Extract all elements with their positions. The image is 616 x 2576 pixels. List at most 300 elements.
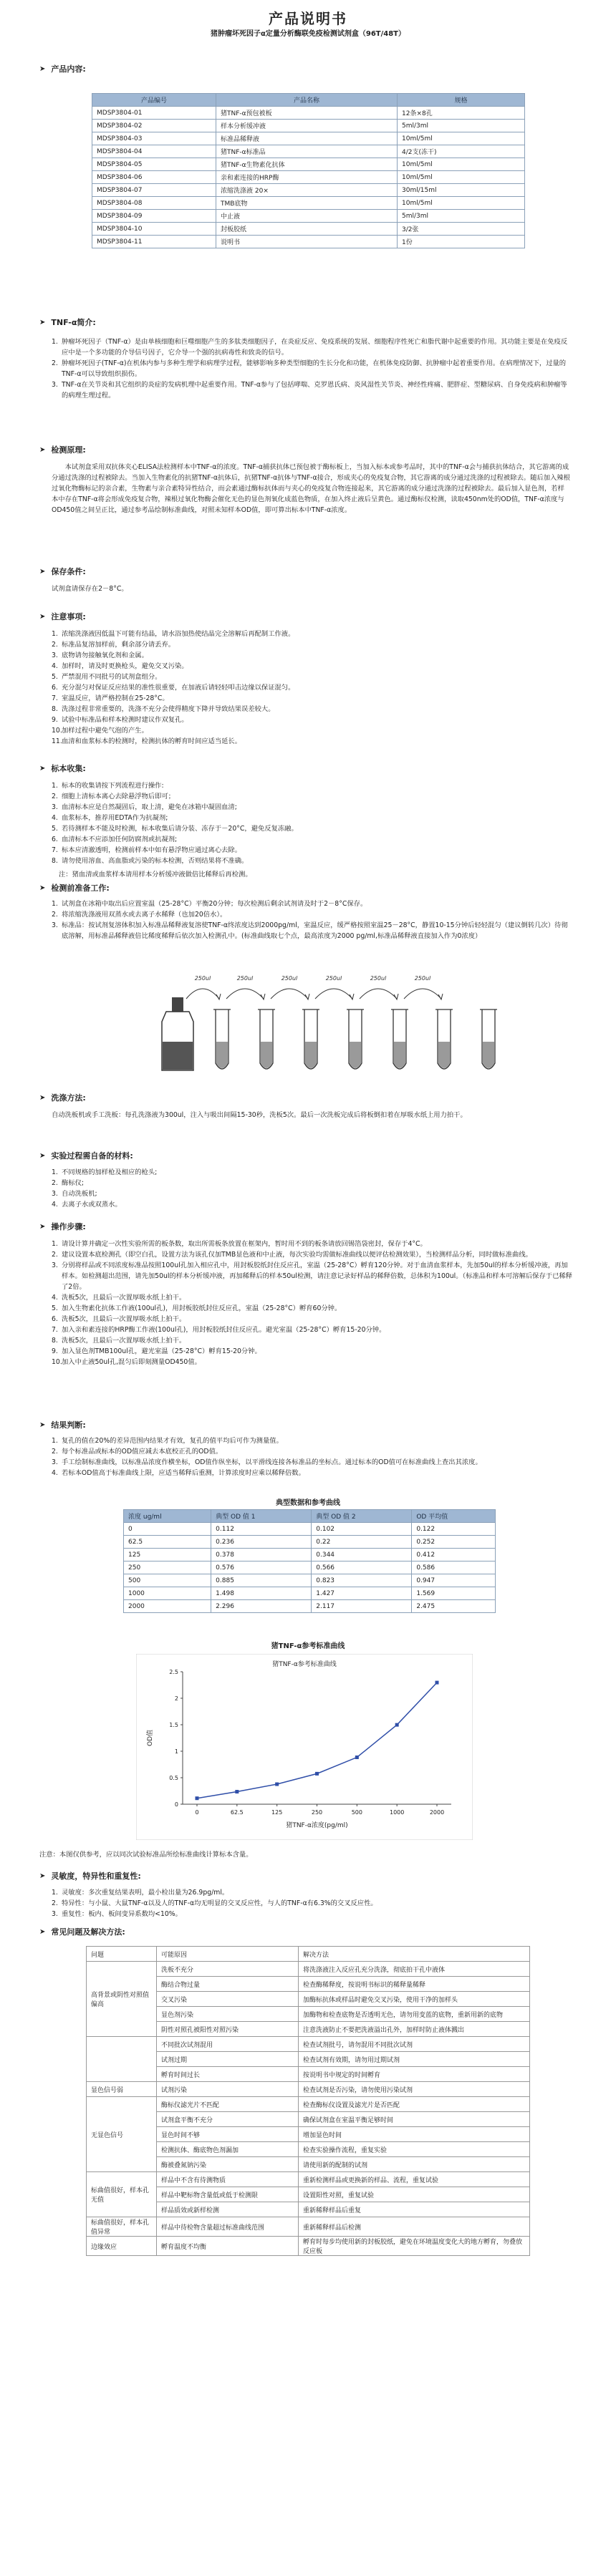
table-cell: 2.296 (211, 1600, 312, 1613)
typical-data-title: 典型数据和参考曲线 (276, 1499, 340, 1507)
list-number: 5. (52, 673, 58, 681)
document-subtitle: 猪肿瘤坏死因子α定量分析酶联免疫检测试剂盒（96T/48T） (211, 30, 405, 38)
list-item (52, 856, 573, 866)
list-text: 充分混匀对保证反应结果的准性很重要，在加液后请轻轻叩击边缘以保证混匀。 (62, 684, 295, 692)
list-item (52, 1468, 573, 1478)
x-tick-label: 125 (271, 1809, 283, 1816)
table-header: OD 平均值 (412, 1510, 496, 1523)
section-heading-results (39, 1419, 86, 1430)
table-cell: 250 (124, 1561, 211, 1574)
list-item (52, 1178, 573, 1188)
dilution-tube (391, 1009, 408, 1069)
problem-cell (87, 2037, 157, 2082)
section-heading-sensitivity (39, 1870, 141, 1882)
table-header: 可能原因 (157, 1947, 299, 1962)
table-cell: 0.344 (312, 1549, 412, 1561)
table-cell: 2000 (124, 1600, 211, 1613)
solution-cell: 检查试剂是否污染，请勿使用污染试剂 (299, 2082, 530, 2097)
list-item (52, 1239, 573, 1249)
table-cell: 0.412 (412, 1549, 496, 1561)
list-number: 8. (52, 705, 58, 713)
list-text: 去离子水或双蒸水。 (62, 1201, 122, 1209)
solution-cell: 增加显色时间 (299, 2127, 530, 2142)
chart-title: 猪TNF-α参考标准曲线 (272, 1661, 337, 1668)
cause-cell: 样品中靶标物含量低或低于检测限 (157, 2187, 299, 2202)
y-tick-label: 0 (174, 1801, 178, 1808)
section-heading-intro (39, 316, 96, 328)
y-tick-label: 1.5 (169, 1722, 178, 1728)
cause-cell: 交叉污染 (157, 1992, 299, 2007)
table-cell: 封板胶纸 (216, 223, 398, 236)
section-title: 操作步骤: (51, 1222, 86, 1231)
sample-list (52, 780, 573, 866)
list-text: 标本应清澈透明，检测前样本中如有悬浮物应通过离心去除。 (62, 846, 242, 854)
x-tick-label: 62.5 (230, 1809, 244, 1816)
list-number: 1. (52, 630, 58, 638)
list-text: 加入生物素化抗体工作液(100ul孔)，用封板胶纸封住反应孔，室温（25-28°C）孵育60分钟。 (62, 1304, 342, 1312)
volume-label: 250ul (194, 975, 211, 982)
table-cell: 0.576 (211, 1561, 312, 1574)
list-number: 2. (52, 641, 58, 649)
list-item (52, 1292, 573, 1303)
list-number: 9. (52, 1347, 58, 1355)
list-text: 洗板5次，且最后一次置厚吸水纸上拍干。 (62, 1315, 186, 1323)
table-row (87, 2082, 530, 2097)
list-item (52, 1167, 573, 1178)
table-cell: MDSP3804-10 (92, 223, 216, 236)
list-text: 若待测样本不能及时检测，标本收集后请分装、冻存于－20°C，避免反复冻融。 (62, 825, 298, 833)
arrow-icon: ➤ (39, 567, 46, 576)
standard-curve-chart (136, 1654, 473, 1840)
table-cell: 猪TNF-α生物素化抗体 (216, 158, 398, 171)
volume-label: 250ul (325, 975, 342, 982)
table-cell: 浓缩洗涤液 20× (216, 184, 398, 197)
list-text: 严禁混用不同批号的试剂盒组分。 (62, 673, 162, 681)
section-heading-sample (39, 762, 86, 774)
list-text: 灵敏度：多次重复结果表明，最小检出量为26.9pg/ml。 (62, 1889, 229, 1897)
table-cell: 0.823 (312, 1574, 412, 1587)
list-text: 手工绘制标准曲线，以标准品浓度作横坐标，OD值作纵坐标，以平滑线连接各标准品的坐标点。通过标本的OD值可在标准曲线上查出其浓度。 (62, 1458, 482, 1466)
list-number: 9. (52, 716, 58, 724)
list-text: 洗板5次，且最后一次置厚吸水纸上拍干。 (62, 1337, 186, 1345)
table-header: 典型 OD 值 2 (312, 1510, 412, 1523)
table-cell: 4/2支(冻干) (398, 145, 525, 158)
list-text: 肿瘤坏死因子（TNF-α）是由单核细胞和巨噬细胞产生的多肽类细胞因子，在炎症反应、免疫系统的发展、细胞程序性死亡和脂代谢中起重要的作用。其功能主要是在免疫反应中是一个多功能的介导信号因子，它介导一个强的抗病毒性和致炎的信号。 (62, 338, 568, 357)
table-cell: 3/2张 (398, 223, 525, 236)
list-number: 4. (52, 814, 58, 822)
cause-cell: 孵育时间过长 (157, 2067, 299, 2082)
data-point (395, 1723, 399, 1727)
list-text: TNF-α在关节炎和其它组织的炎症的发病机理中起重要作用。TNF-α参与了包括哮喘、克罗恩氏病、炎风湿性关节炎、神经性疼痛、肥胖症、型糖尿病、自身免疫病和肿瘤等的病理生理过程。 (62, 381, 567, 400)
list-number: 2. (52, 793, 58, 800)
table-cell: 亲和素连接的HRP酶 (216, 171, 398, 184)
table-cell: 0.947 (412, 1574, 496, 1587)
list-number: 5. (52, 1304, 58, 1312)
list-number: 4. (52, 1294, 58, 1302)
list-number: 8. (52, 857, 58, 865)
problem-cell: 显色信号弱 (87, 2082, 157, 2097)
table-header: 产品编号 (92, 94, 216, 107)
cause-cell: 酶标仪滤光片不匹配 (157, 2097, 299, 2112)
arrow-icon: ➤ (39, 1222, 46, 1231)
list-item (52, 725, 573, 736)
table-cell: MDSP3804-11 (92, 236, 216, 248)
cause-cell: 试剂污染 (157, 2082, 299, 2097)
list-number: 2. (52, 1251, 58, 1259)
table-row (92, 120, 525, 132)
list-text: 细胞上清标本离心去除悬浮物后即可； (62, 793, 175, 800)
section-title: TNF-α简介: (51, 318, 96, 327)
list-text: 请设计算并确定一次性实验所需的板条数，取出所需板条放置在框架内，暂时用不到的板条请放回锡箔袋密封，保存于4°C。 (62, 1240, 427, 1248)
list-item (52, 1435, 573, 1446)
table-cell: 1.569 (412, 1587, 496, 1600)
list-text: 酶标仪; (62, 1179, 85, 1187)
solution-cell: 重新检测样品或更换新的样品、流程，重复试验 (299, 2172, 530, 2187)
list-text: 标准品复溶加样前，剩余部分请丢弃。 (62, 641, 175, 649)
table-cell: MDSP3804-08 (92, 197, 216, 210)
principle-text: 本试剂盒采用双抗体夹心ELISA法检测样本中TNF-α的浓度。TNF-α捕获抗体已预包被于酶标板上，当加入标本或参考品时，其中的TNF-α会与捕获抗体结合，其它游离的成分通过洗涤的过程被除去。当加入生物素化的抗猪TNF-α抗体后，抗猪TNF-α抗体与TNF-α接合，形成夹心的免疫复合物，其它游离的成分通过洗涤的过程被除去。随后加入辣根过氧化物酶标记的亲合素，生物素与亲合素特异性结合，而会素通过酶标抗体而与夹心的免疫复合物连接起来，其它游离的成分通过洗涤的过程被除去。最后加入显色剂，若样本中存在TNF-α将会形成免疫复合物，辣根过氧化物酶会催化无色的显色剂氧化成蓝色物质，在加入终止液后呈黄色。通过酶标仪检测，读取450nm处的OD值，TNF-α浓度与OD450值之间呈正比，通过参考品绘制标准曲线，对照未知样本OD值，即可算出标本中TNF-α浓度。 (52, 463, 570, 514)
transfer-arrow (271, 975, 309, 999)
table-cell: 0.252 (412, 1536, 496, 1549)
table-cell: 62.5 (124, 1536, 211, 1549)
table-cell: 125 (124, 1549, 211, 1561)
solution-cell: 检查试剂批号，请勿混用不同批次试剂 (299, 2037, 530, 2052)
table-row (92, 210, 525, 223)
y-tick-label: 2 (174, 1695, 178, 1702)
table-row (92, 197, 525, 210)
list-number: 2. (52, 1179, 58, 1187)
table-row (124, 1561, 496, 1574)
section-heading-principle (39, 444, 86, 455)
list-item (52, 379, 573, 401)
problem-cell: 标曲值很好，样本孔值异常 (87, 2217, 157, 2237)
list-number: 1. (52, 1437, 58, 1445)
table-cell: 30ml/15ml (398, 184, 525, 197)
cause-cell: 试剂盒平衡不充分 (157, 2112, 299, 2127)
list-text: 标本的收集请按下列流程进行操作: (62, 782, 164, 790)
solution-cell: 将洗涤液注入反应孔充分洗涤，彻底拍干孔中液体 (299, 1962, 530, 1977)
section-title: 标本收集: (51, 764, 86, 773)
y-tick-label: 1 (174, 1748, 178, 1755)
table-cell: 2.475 (412, 1600, 496, 1613)
list-text: 每个标准品或标本的OD值应减去本底校正孔的OD值。 (62, 1448, 223, 1456)
materials-list (52, 1167, 573, 1210)
dilution-tube (480, 1009, 497, 1069)
table-cell: MDSP3804-02 (92, 120, 216, 132)
chart-frame (136, 1654, 473, 1840)
list-text: 请勿使用溶血、高血脂或污染的标本检测，否则结果将不准确。 (62, 857, 249, 865)
transfer-arrow (404, 975, 443, 999)
data-point (235, 1790, 239, 1793)
table-cell: 中止液 (216, 210, 398, 223)
list-text: 自动洗板机; (62, 1190, 97, 1198)
list-number: 7. (52, 846, 58, 854)
cause-cell: 不同批次试剂混用 (157, 2037, 299, 2052)
section-title: 结果判断: (51, 1420, 86, 1430)
results-list (52, 1435, 573, 1478)
cause-cell: 样品中待检物含量超过标准曲线范围 (157, 2217, 299, 2237)
list-item (52, 802, 573, 813)
list-text: 试剂盒在冰箱中取出后应置室温（25-28°C）平衡20分钟；每次检测后剩余试剂请及时于2－8°C保存。 (62, 900, 367, 908)
x-tick-label: 500 (351, 1809, 362, 1816)
list-number: 2. (52, 1448, 58, 1456)
table-cell: 0.102 (312, 1523, 412, 1536)
volume-label: 250ul (236, 975, 254, 982)
table-row (87, 2172, 530, 2187)
list-number: 4. (52, 1469, 58, 1477)
list-number: 3. (52, 652, 58, 659)
list-text: 血清和血浆标本的检测时，检测抗体的孵育时间应适当延长。 (62, 737, 242, 745)
table-cell: 猪TNF-α标准品 (216, 145, 398, 158)
cause-cell: 阴性对照孔被阳性对照污染 (157, 2022, 299, 2037)
list-number: 7. (52, 694, 58, 702)
data-point (435, 1681, 439, 1685)
table-cell: 说明书 (216, 236, 398, 248)
table-cell: MDSP3804-05 (92, 158, 216, 171)
table-cell: 1份 (398, 236, 525, 248)
section-title: 注意事项: (51, 612, 86, 621)
list-text: 血浆标本，推荐用EDTA作为抗凝剂; (62, 814, 168, 822)
table-cell: MDSP3804-07 (92, 184, 216, 197)
volume-label: 250ul (281, 975, 298, 982)
table-cell: 5ml/3ml (398, 210, 525, 223)
solution-cell: 孵育时每步均使用新的封板胶纸，避免在环境温度变化大的地方孵育，勿叠放反应板 (299, 2237, 530, 2256)
table-cell: 12条×8孔 (398, 107, 525, 120)
list-text: 洗涤过程非常重要的，洗涤不充分会使得精度下降并导致结果误差较大。 (62, 705, 275, 713)
list-number: 3. (52, 1458, 58, 1466)
table-cell: 0 (124, 1523, 211, 1536)
list-item (52, 1346, 573, 1357)
table-row (124, 1600, 496, 1613)
washing-text: 自动洗板机或手工洗板：每孔洗涤液为300ul，注入与吸出间隔15-30秒，洗板5次。最后一次洗板完成后将板倒扣着在厚吸水纸上用力拍干。 (52, 1111, 467, 1119)
table-cell: 0.566 (312, 1561, 412, 1574)
list-number: 3. (52, 1190, 58, 1198)
table-row (92, 158, 525, 171)
table-cell: 5ml/3ml (398, 120, 525, 132)
table-cell: 0.885 (211, 1574, 312, 1587)
x-tick-label: 250 (311, 1809, 323, 1816)
list-number: 5. (52, 825, 58, 833)
list-number: 3. (52, 1262, 58, 1269)
table-cell: 0.236 (211, 1536, 312, 1549)
table-cell: MDSP3804-03 (92, 132, 216, 145)
document-title: 产品说明书 (269, 10, 347, 27)
list-text: 血清标本不应添加任何防腐剂或抗凝剂; (62, 836, 178, 843)
list-item (52, 736, 573, 747)
list-item (52, 1446, 573, 1457)
list-item (52, 672, 573, 682)
table-cell: 标准品稀释液 (216, 132, 398, 145)
solution-cell: 设置阳性对照，重复试验 (299, 2187, 530, 2202)
x-tick-label: 2000 (429, 1809, 445, 1816)
transfer-arrow (360, 975, 398, 999)
table-row (87, 2097, 530, 2112)
list-item (52, 1188, 573, 1199)
section-heading-preparation (39, 882, 110, 894)
list-item (52, 1457, 573, 1468)
table-cell: 10ml/5ml (398, 158, 525, 171)
list-text: 试验中标准品和样本检测时建议作双复孔。 (62, 716, 188, 724)
cause-cell: 显色剂污染 (157, 2007, 299, 2022)
cause-cell: 显色时间不够 (157, 2127, 299, 2142)
list-number: 2. (52, 911, 58, 919)
list-number: 10. (52, 1358, 62, 1366)
cause-cell: 酶被叠氮钠污染 (157, 2157, 299, 2172)
stock-bottle (162, 997, 193, 1070)
list-number: 3. (52, 381, 58, 389)
list-number: 10. (52, 727, 62, 735)
solution-cell: 加酶标抗体或样品时避免交叉污染，使用干净的加样头 (299, 1992, 530, 2007)
list-number: 1. (52, 1168, 58, 1176)
list-text: 肿瘤坏死因子(TNF-α)在机体内参与多种生理学和病理学过程，能够影响多种类型细胞的生长分化和功能，在机体免疫防御、抗肿瘤中起着重要作用。在病理情况下，过量的TNF-α可以导致组织损伤。 (62, 359, 567, 378)
table-cell: MDSP3804-06 (92, 171, 216, 184)
table-row (124, 1549, 496, 1561)
precautions-list (52, 629, 573, 747)
table-row (92, 184, 525, 197)
table-cell: MDSP3804-01 (92, 107, 216, 120)
list-text: 不同规格的加样枪及相应的枪头; (62, 1168, 158, 1176)
list-item (52, 1898, 573, 1909)
list-item (52, 834, 573, 845)
list-item (52, 1303, 573, 1314)
table-cell: 2.117 (312, 1600, 412, 1613)
arrow-icon: ➤ (39, 1151, 46, 1160)
sensitivity-list (52, 1887, 573, 1919)
list-number: 2. (52, 1899, 58, 1907)
table-cell: 样本分析缓冲液 (216, 120, 398, 132)
list-number: 7. (52, 1326, 58, 1334)
arrow-icon: ➤ (39, 612, 46, 621)
problem-cell: 无显色信号 (87, 2097, 157, 2172)
list-item (52, 899, 573, 909)
list-text: 加入显色剂TMB100ul孔，避光室温（25-28°C）孵育15-20分钟。 (62, 1347, 261, 1355)
list-text: 将浓缩洗涤液用双蒸水或去离子水稀释（也加20倍水）。 (62, 911, 227, 919)
table-cell: 1.427 (312, 1587, 412, 1600)
dilution-tube (258, 1009, 275, 1069)
problem-cell: 边缘效应 (87, 2237, 157, 2256)
list-text: 加入亲和素连接的HRP酶工作液(100ul孔)，用封板胶纸封住反应孔。避光室温（25-28°C）孵育15-20分钟。 (62, 1326, 386, 1334)
solution-cell: 请使用新的配制的试剂 (299, 2157, 530, 2172)
section-heading-washing (39, 1092, 86, 1103)
table-header: 产品名称 (216, 94, 398, 107)
list-number: 1. (52, 1889, 58, 1897)
list-item (52, 780, 573, 791)
list-item (52, 1357, 573, 1367)
solution-cell: 按说明书中规定的时间孵育 (299, 2067, 530, 2082)
arrow-icon: ➤ (39, 64, 46, 73)
table-cell: 0.22 (312, 1536, 412, 1549)
solution-cell: 检查酶标仪设置及滤光片是否匹配 (299, 2097, 530, 2112)
table-header: 典型 OD 值 1 (211, 1510, 312, 1523)
list-item (52, 845, 573, 856)
list-number: 4. (52, 1201, 58, 1209)
list-text: 特异性：与小鼠、大鼠TNF-α以及人的TNF-α均无明显的交叉反应性，与人的TNF-α有6.3%的交叉反应性。 (62, 1899, 377, 1907)
table-cell: 0.586 (412, 1561, 496, 1574)
data-point (275, 1783, 279, 1786)
list-number: 3. (52, 803, 58, 811)
arrow-icon: ➤ (39, 1927, 46, 1936)
x-tick-label: 0 (195, 1809, 199, 1816)
y-tick-label: 2.5 (169, 1669, 178, 1675)
section-heading-contents (39, 63, 86, 74)
table-row (124, 1574, 496, 1587)
sample-note: 注：猪血清或血浆样本请用样本分析缓冲液做倍比稀释后再检测。 (59, 871, 252, 878)
problem-cell: 标曲值很好，样本孔无值 (87, 2172, 157, 2217)
list-text: 加样时，请及时更换枪头，避免交叉污染。 (62, 662, 188, 670)
list-number: 3. (52, 1910, 58, 1918)
serial-dilution-diagram (150, 970, 509, 1081)
section-heading-precautions (39, 611, 86, 622)
list-number: 1. (52, 338, 58, 346)
table-cell: 0.112 (211, 1523, 312, 1536)
table-header: 浓度 ug/ml (124, 1510, 211, 1523)
section-heading-troubleshooting (39, 1926, 125, 1937)
arrow-icon: ➤ (39, 1420, 46, 1429)
table-cell: 0.378 (211, 1549, 312, 1561)
table-cell: 0.122 (412, 1523, 496, 1536)
section-heading-storage (39, 566, 86, 577)
table-row (92, 145, 525, 158)
transfer-arrow (315, 975, 354, 999)
list-text: 若标本OD值高于标准曲线上限，应适当稀释后重测，计算浓度时应乘以稀释倍数。 (62, 1469, 305, 1477)
dilution-tube (435, 1009, 453, 1069)
list-number: 3. (52, 921, 58, 929)
volume-label: 250ul (370, 975, 387, 982)
y-tick-label: 0.5 (169, 1775, 178, 1781)
list-item (52, 682, 573, 693)
arrow-icon: ➤ (39, 883, 46, 892)
table-cell: MDSP3804-09 (92, 210, 216, 223)
list-item (52, 909, 573, 920)
table-row (92, 107, 525, 120)
dilution-tube (347, 1009, 364, 1069)
volume-label: 250ul (414, 975, 431, 982)
transfer-arrow (186, 975, 221, 999)
list-item (52, 823, 573, 834)
table-cell: 猪TNF-α预包被板 (216, 107, 398, 120)
list-item (52, 358, 573, 379)
list-item (52, 650, 573, 661)
data-point (355, 1756, 359, 1759)
chart-caption: 猪TNF-α参考标准曲线 (271, 1642, 345, 1650)
chart-note: 注意：本图仅供参考，应以同次试验标准品所绘标准曲线计算标本含量。 (39, 1851, 253, 1859)
table-cell: 1000 (124, 1587, 211, 1600)
list-text: 室温反应，请严格控制在25-28°C。 (62, 694, 169, 702)
section-title: 保存条件: (51, 567, 86, 576)
table-cell: 1.498 (211, 1587, 312, 1600)
solution-cell: 加酶物和检查底物是否透明无色，请勿用变蓝的底物，重新用新的底物 (299, 2007, 530, 2022)
solution-cell: 重新稀释样品后重复 (299, 2202, 530, 2217)
typical-data-table (123, 1509, 496, 1613)
list-text: 分别将样品或不同浓度标准品按照100ul孔加入相应孔中，用封板胶纸封住反应孔，室温（25-28°C）孵育120分钟。对于血清血浆样本，先加50ul的样本分析缓冲液，再加样本。如检测超出范围，请先加50ul的样本分析缓冲液，再加稀释后的样本50ul检测，请注意记录好样品的稀释倍数，总体积为100ul。（标准品和样本可溶解后保存于已稀释了2倍。 (62, 1262, 572, 1291)
table-cell: MDSP3804-04 (92, 145, 216, 158)
solution-cell: 检查试剂有效期，请勿用过期试剂 (299, 2052, 530, 2067)
list-item (52, 715, 573, 725)
x-axis-label: 猪TNF-α浓度(pg/ml) (286, 1822, 348, 1829)
arrow-icon: ➤ (39, 1093, 46, 1102)
solution-cell: 确保试剂盒在室温平衡足够时间 (299, 2112, 530, 2127)
data-point (196, 1796, 199, 1800)
section-title: 检测原理: (51, 445, 86, 455)
list-text: 标准品：按试剂复溶体积加入标准品稀释液复溶使TNF-α终浓度达到2000pg/ml，室温反应，缓严格按照室温25－28°C，静置10-15分钟后轻轻混匀（建议倒转几次）待彻底溶解，用标准品稀释液倍比稀度稀释后依次加入检测孔中。(标准曲线取七个点，最高浓度为2000 pg/ml,标准品稀释液直接加入作为0浓度） (62, 921, 568, 940)
table-row (124, 1536, 496, 1549)
list-text: 加样过程中避免气泡的产生。 (62, 727, 148, 735)
list-number: 8. (52, 1337, 58, 1345)
list-item (52, 1909, 573, 1919)
solution-cell: 检查实验操作流程，重复实验 (299, 2142, 530, 2157)
section-heading-materials (39, 1150, 133, 1161)
section-heading-procedure (39, 1221, 86, 1232)
